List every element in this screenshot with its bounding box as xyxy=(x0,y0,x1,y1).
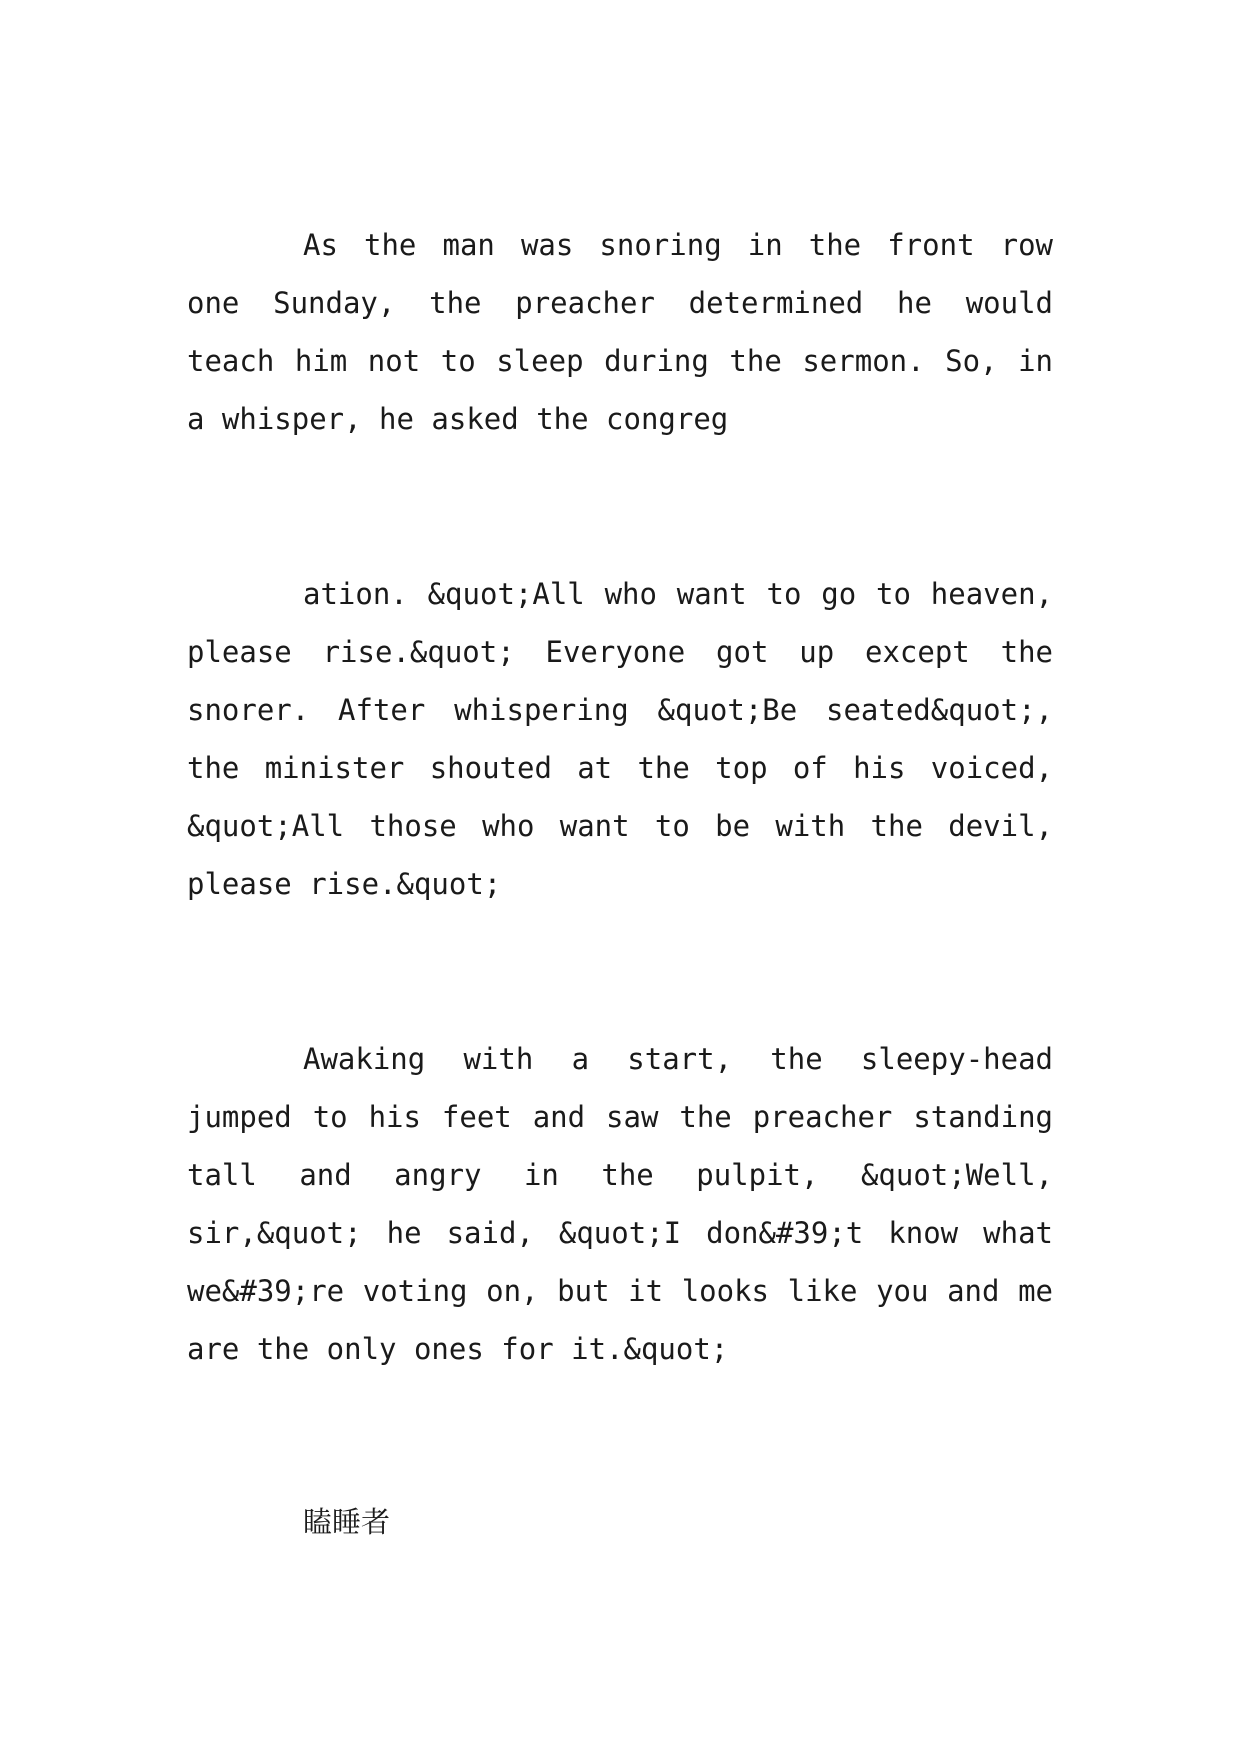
paragraph-3: Awaking with a start, the sleepy-head jumped to his feet and saw the preacher standing tall and angry in the pulpit, &quot;Well, sir,&quot; he said, &quot;I don&#39;t know what we&#39;re voting on, but it looks like you and me are the only ones for it.&quot; xyxy=(187,1042,1053,1366)
paragraph-4-title: 瞌睡者 xyxy=(303,1505,391,1539)
paragraph-2: ation. &quot;All who want to go to heaven, please rise.&quot; Everyone got up except the snorer. After whispering &quot;Be seated&quot;, the minister shouted at the top of his voiced, &quot;All those who want to be with the devil, please rise.&quot; xyxy=(187,577,1053,901)
paragraph-1: As the man was snoring in the front row one Sunday, the preacher determined he would teach him not to sleep during the sermon. So, in a whisper, he asked the congreg xyxy=(187,228,1053,436)
